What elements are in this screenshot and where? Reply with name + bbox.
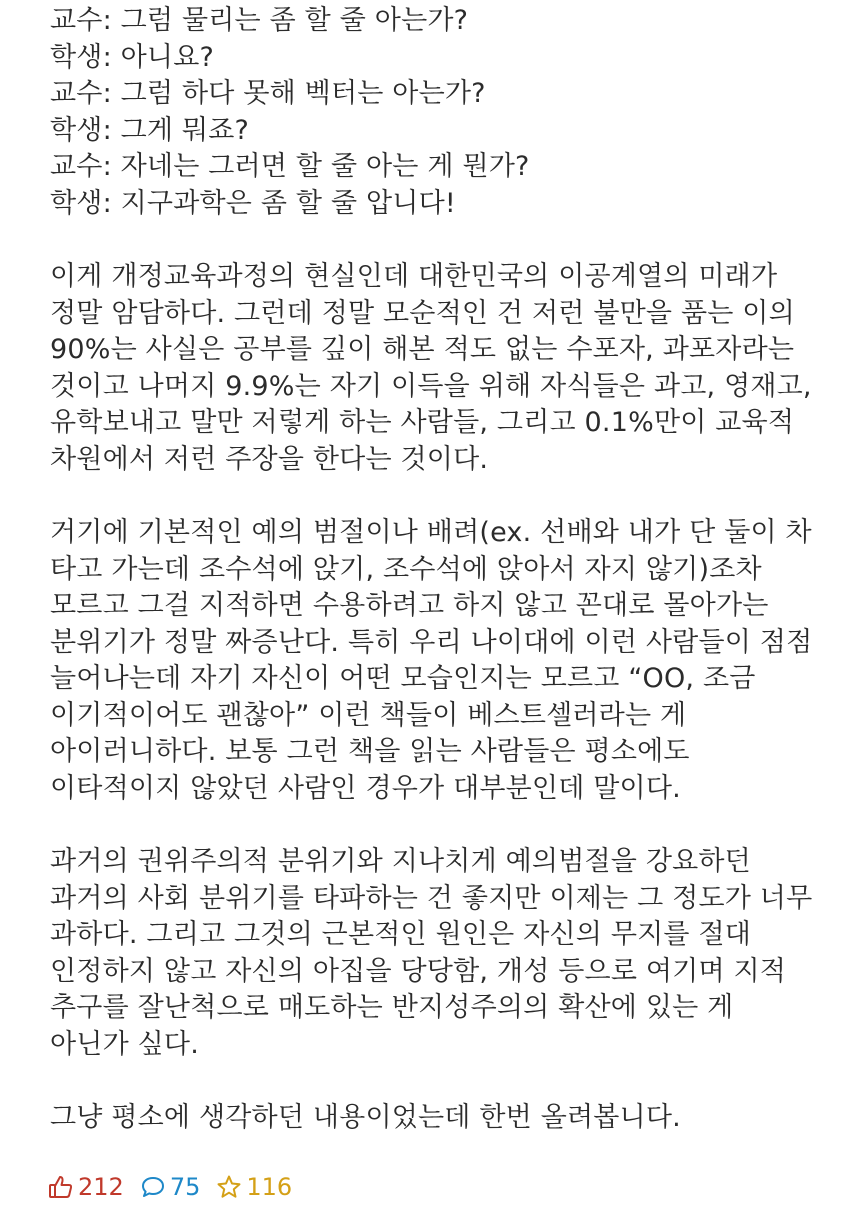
text-line: 교수: 그럼 물리는 좀 할 줄 아는가? — [50, 5, 469, 36]
text-line: 아닌가 싶다. — [50, 1028, 199, 1060]
text-line: 타고 가는데 조수석에 앉기, 조수석에 앉아서 자지 않기)조차 — [50, 553, 762, 585]
speech-bubble-icon — [140, 1174, 166, 1200]
paragraph-curriculum — [50, 259, 840, 478]
paragraph-gap — [50, 478, 840, 515]
paragraph-dialogue — [50, 3, 840, 222]
like-count: 212 — [78, 1173, 124, 1201]
text-line: 학생: 아니요? — [50, 41, 215, 73]
text-line: 것이고 나머지 9.9%는 자기 이득을 위해 자식들은 과고, 영재고, — [50, 370, 812, 402]
text-line: 아이러니하다. 보통 그런 책을 읽는 사람들은 평소에도 — [50, 736, 690, 767]
text-line: 이기적이어도 괜찮아” 이런 책들이 베스트셀러라는 게 — [50, 699, 687, 731]
text-line: 정말 암담하다. 그런데 정말 모순적인 건 저런 불만을 품는 이의 — [50, 297, 795, 329]
text-line: 학생: 지구과학은 좀 할 줄 압니다! — [50, 187, 456, 219]
paragraph-gap — [50, 1063, 840, 1100]
text-line: 교수: 그럼 하다 못해 벡터는 아는가? — [50, 78, 486, 109]
paragraph-anti-intellectualism — [50, 844, 840, 1063]
favorite-count: 116 — [246, 1173, 293, 1201]
text-line: 인정하지 않고 자신의 아집을 당당함, 개성 등으로 여기며 지적 — [50, 955, 787, 987]
favorite-button[interactable] — [216, 1173, 292, 1201]
paragraph-gap — [50, 222, 840, 259]
like-button[interactable] — [48, 1173, 124, 1201]
text-line: 그냥 평소에 생각하던 내용이었는데 한번 올려봅니다. — [50, 1102, 681, 1133]
text-line: 교수: 자네는 그러면 할 줄 아는 게 뭔가? — [50, 151, 530, 182]
text-line: 거기에 기본적인 예의 범절이나 배려(ex. 선배와 내가 단 둘이 차 — [50, 517, 812, 548]
post-body — [50, 0, 840, 1137]
paragraph-closing — [50, 1100, 840, 1137]
paragraph-gap — [50, 807, 840, 844]
reaction-bar — [48, 1170, 292, 1204]
text-line: 과거의 사회 분위기를 타파하는 건 좋지만 이제는 그 정도가 너무 — [50, 882, 813, 914]
text-line: 이타적이지 않았던 사람인 경우가 대부분인데 말이다. — [50, 772, 681, 804]
text-line: 과거의 권위주의적 분위기와 지나치게 예의범절을 강요하던 — [50, 846, 751, 877]
text-line: 유학보내고 말만 저렇게 하는 사람들, 그리고 0.1%만이 교육적 — [50, 407, 795, 438]
text-line: 모르고 그걸 지적하면 수용하려고 하지 않고 꼰대로 몰아가는 — [50, 590, 769, 621]
text-line: 이게 개정교육과정의 현실인데 대한민국의 이공계열의 미래가 — [50, 261, 778, 292]
text-line: 학생: 그게 뭐죠? — [50, 114, 250, 146]
text-line: 과하다. 그리고 그것의 근본적인 원인은 자신의 무지를 절대 — [50, 919, 752, 950]
text-line: 추구를 잘난척으로 매도하는 반지성주의의 확산에 있는 게 — [50, 992, 734, 1023]
comment-button[interactable] — [140, 1173, 201, 1201]
text-line: 늘어나는데 자기 자신이 어떤 모습인지는 모르고 “OO, 조금 — [50, 663, 756, 694]
thumbs-up-icon — [48, 1174, 74, 1200]
star-icon — [216, 1174, 242, 1200]
comment-count: 75 — [169, 1173, 201, 1201]
text-line: 분위기가 정말 짜증난다. 특히 우리 나이대에 이런 사람들이 점점 — [50, 626, 813, 658]
text-line: 차원에서 저런 주장을 한다는 것이다. — [50, 443, 489, 475]
paragraph-manners — [50, 515, 840, 807]
text-line: 90%는 사실은 공부를 깊이 해본 적도 없는 수포자, 과포자라는 — [50, 334, 795, 365]
